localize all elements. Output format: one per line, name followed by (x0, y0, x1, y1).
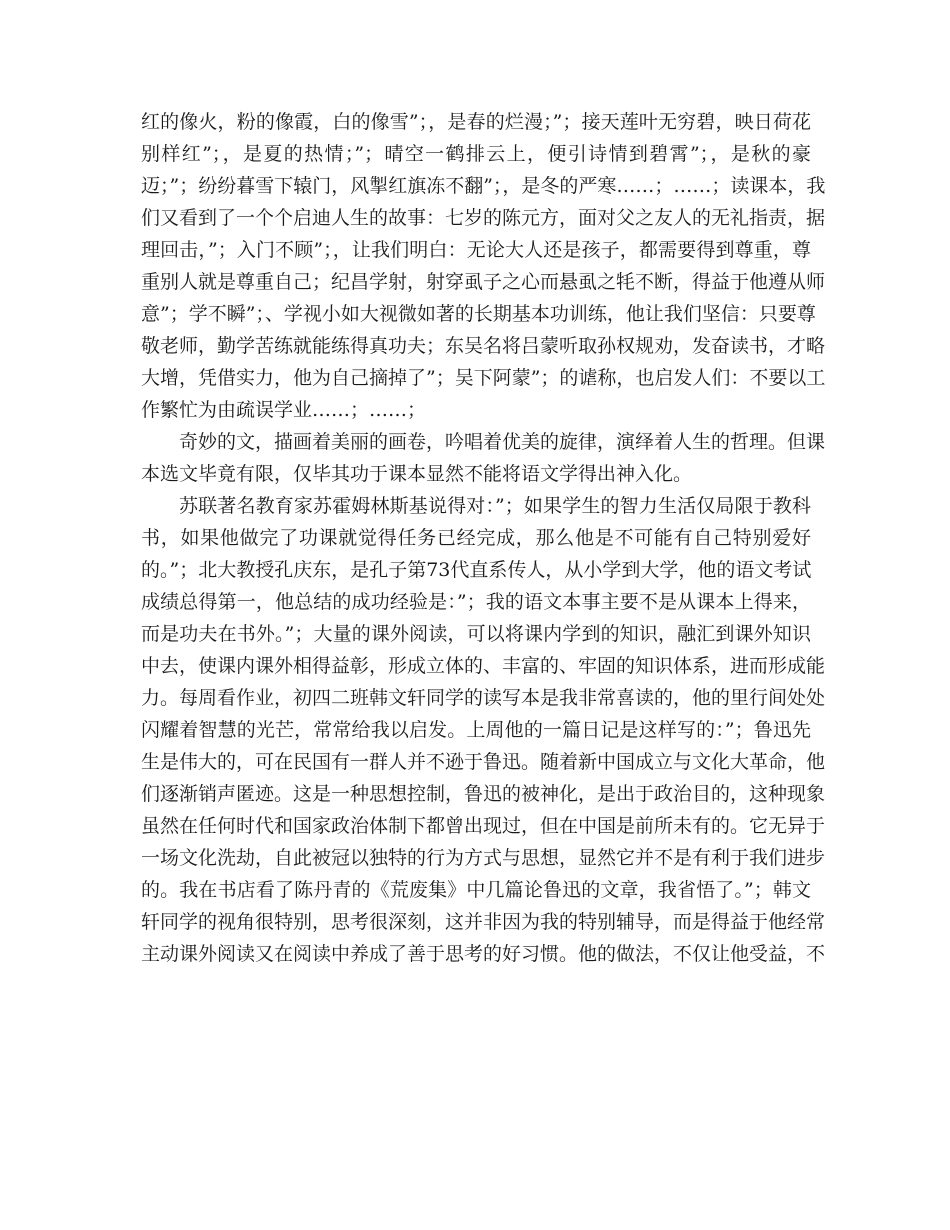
text-line: 作繁忙为由疏误学业……；……； (141, 399, 427, 421)
text-line: 理回击，”；入门不顾”；，让我们明白：无论大人还是孩子，都需要得到尊重，尊 (141, 239, 811, 261)
text-line: 敬老师，勤学苦练就能练得真功夫；东吴名将吕蒙听取孙权规劝，发奋读书，才略 (141, 335, 826, 357)
text-line: 书，如果他做完了功课就觉得任务已经完成，那么他是不可能有自己特别爱好 (141, 527, 811, 549)
text-line: 重别人就是尊重自己；纪昌学射，射穿虱子之心而悬虱之牦不断，得益于他遵从师 (141, 271, 826, 293)
document-body (141, 106, 826, 970)
text-line: 主动课外阅读又在阅读中养成了善于思考的好习惯。他的做法，不仅让他受益，不 (141, 943, 826, 965)
text-line: 本选文毕竟有限，仅毕其功于课本显然不能将语文学得出神入化。 (141, 463, 693, 485)
text-line: 大增，凭借实力，他为自己摘掉了”；吴下阿蒙”；的谑称，也启发人们：不要以工 (141, 367, 826, 389)
paragraph-1 (141, 106, 826, 426)
text-line: 苏联著名教育家苏霍姆林斯基说得对：”；如果学生的智力生活仅局限于教科 (179, 495, 811, 517)
text-line: 迈；”；纷纷暮雪下辕门，风掣红旗冻不翻”；，是冬的严寒……；……；读课本，我 (141, 175, 826, 197)
text-line: 奇妙的文，描画着美丽的画卷，吟唱着优美的旋律，演绎着人生的哲理。但课 (179, 431, 826, 453)
text-line: 的。我在书店看了陈丹青的《荒废集》中几篇论鲁迅的文章，我省悟了。”；韩文 (141, 879, 811, 901)
text-line: 们逐渐销声匿迹。这是一种思想控制，鲁迅的被神化，是出于政治目的，这种现象 (141, 783, 826, 805)
text-line: 中去，使课内课外相得益彰，形成立体的、丰富的、牢固的知识体系，进而形成能 (141, 655, 826, 677)
text-line: 虽然在任何时代和国家政治体制下都曾出现过，但在中国是前所未有的。它无异于 (141, 815, 826, 837)
paragraph-3 (141, 490, 826, 970)
text-line: 们又看到了一个个启迪人生的故事：七岁的陈元方，面对父之友人的无礼指责，据 (141, 207, 826, 229)
text-line: 力。每周看作业，初四二班韩文轩同学的读写本是我非常喜读的，他的里行间处处 (141, 687, 826, 709)
text-line: 的。”；北大教授孔庆东，是孔子第73代直系传人，从小学到大学，他的语文考试 (141, 559, 812, 581)
paragraph-2 (141, 426, 826, 490)
text-line: 别样红”；，是夏的热情；”；晴空一鹤排云上，便引诗情到碧霄”；，是秋的豪 (141, 143, 811, 165)
text-line: 而是功夫在书外。”；大量的课外阅读，可以将课内学到的知识，融汇到课外知识 (141, 623, 811, 645)
text-line: 生是伟大的，可在民国有一群人并不逊于鲁迅。随着新中国成立与文化大革命，他 (141, 751, 826, 773)
text-line: 红的像火，粉的像霞，白的像雪”；，是春的烂漫；”；接天莲叶无穷碧，映日荷花 (141, 111, 811, 133)
text-line: 闪耀着智慧的光芒，常常给我以启发。上周他的一篇日记是这样写的：”；鲁迅先 (141, 719, 811, 741)
text-line: 成绩总得第一，他总结的成功经验是：”；我的语文本事主要不是从课本上得来， (141, 591, 811, 613)
text-line: 一场文化洗劫，自此被冠以独特的行为方式与思想，显然它并不是有利于我们进步 (141, 847, 826, 869)
text-line: 轩同学的视角很特别，思考很深刻，这并非因为我的特别辅导，而是得益于他经常 (141, 911, 826, 933)
text-line: 意”；学不瞬”；、学视小如大视微如著的长期基本功训练，他让我们坚信：只要尊 (141, 303, 816, 325)
